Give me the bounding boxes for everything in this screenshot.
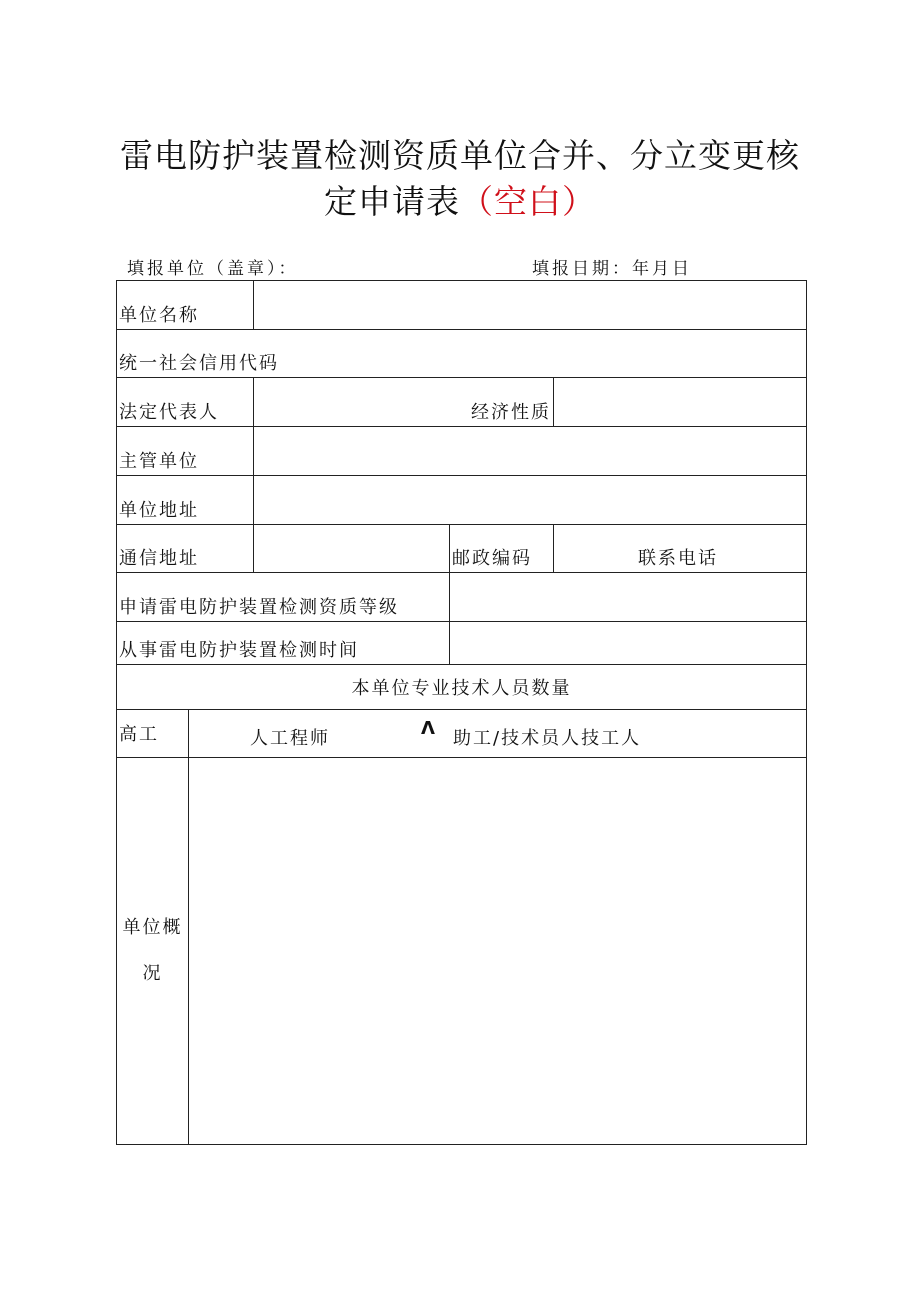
unit-overview-label — [117, 758, 189, 1145]
engaged-time-label: 从事雷电防护装置检测时间 — [117, 622, 450, 665]
address-label: 单位地址 — [117, 476, 254, 525]
phone-label: 联系电话 — [554, 525, 807, 573]
apply-level-label: 申请雷电防护装置检测资质等级 — [117, 573, 450, 622]
credit-code-label: 统一社会信用代码 — [117, 330, 807, 378]
title-line2: 定申请表 — [324, 182, 460, 221]
staff-count-heading: 本单位专业技术人员数量 — [117, 665, 807, 710]
filling-unit-label: 填报单位（盖章）： — [127, 259, 299, 279]
assistant-technician-label: 助工/技术员人技工人 — [453, 728, 642, 749]
row-staff-heading — [117, 665, 807, 710]
row-overview — [117, 758, 807, 1145]
page-title-line2 — [0, 179, 920, 225]
engaged-time-field[interactable] — [450, 622, 807, 665]
row-apply-level — [117, 573, 807, 622]
title-blank-note: （空白） — [460, 182, 596, 221]
caret-icon: Λ — [421, 718, 437, 739]
mail-address-field[interactable] — [254, 525, 450, 573]
application-form-table — [116, 280, 807, 1145]
unit-overview-text: 单位概况 — [122, 917, 183, 984]
unit-overview-field[interactable] — [189, 758, 807, 1145]
row-mail-address — [117, 525, 807, 573]
row-staff-counts — [117, 710, 807, 758]
filling-date-label: 填报日期：年月日 — [532, 259, 692, 279]
row-legal-rep — [117, 378, 807, 427]
row-address — [117, 476, 807, 525]
unit-name-field[interactable] — [254, 281, 807, 330]
supervisor-field[interactable] — [254, 427, 807, 476]
title-line1: 雷电防护装置检测资质单位合并、分立变更核 — [120, 136, 800, 175]
postcode-label: 邮政编码 — [450, 525, 554, 573]
address-field[interactable] — [254, 476, 807, 525]
engineer-label: 人工程师 — [250, 728, 330, 749]
row-unit-name — [117, 281, 807, 330]
page-title — [0, 133, 920, 179]
row-supervisor — [117, 427, 807, 476]
staff-counts-cell[interactable] — [189, 710, 807, 758]
row-credit-code — [117, 330, 807, 378]
supervisor-label: 主管单位 — [117, 427, 254, 476]
mail-address-label: 通信地址 — [117, 525, 254, 573]
unit-name-label: 单位名称 — [117, 281, 254, 330]
legal-rep-label: 法定代表人 — [117, 378, 254, 427]
senior-engineer-label: 高工 — [117, 710, 189, 758]
apply-level-field[interactable] — [450, 573, 807, 622]
economic-nature-label: 经济性质 — [254, 378, 554, 427]
row-engaged-time — [117, 622, 807, 665]
economic-nature-field[interactable] — [554, 378, 807, 427]
